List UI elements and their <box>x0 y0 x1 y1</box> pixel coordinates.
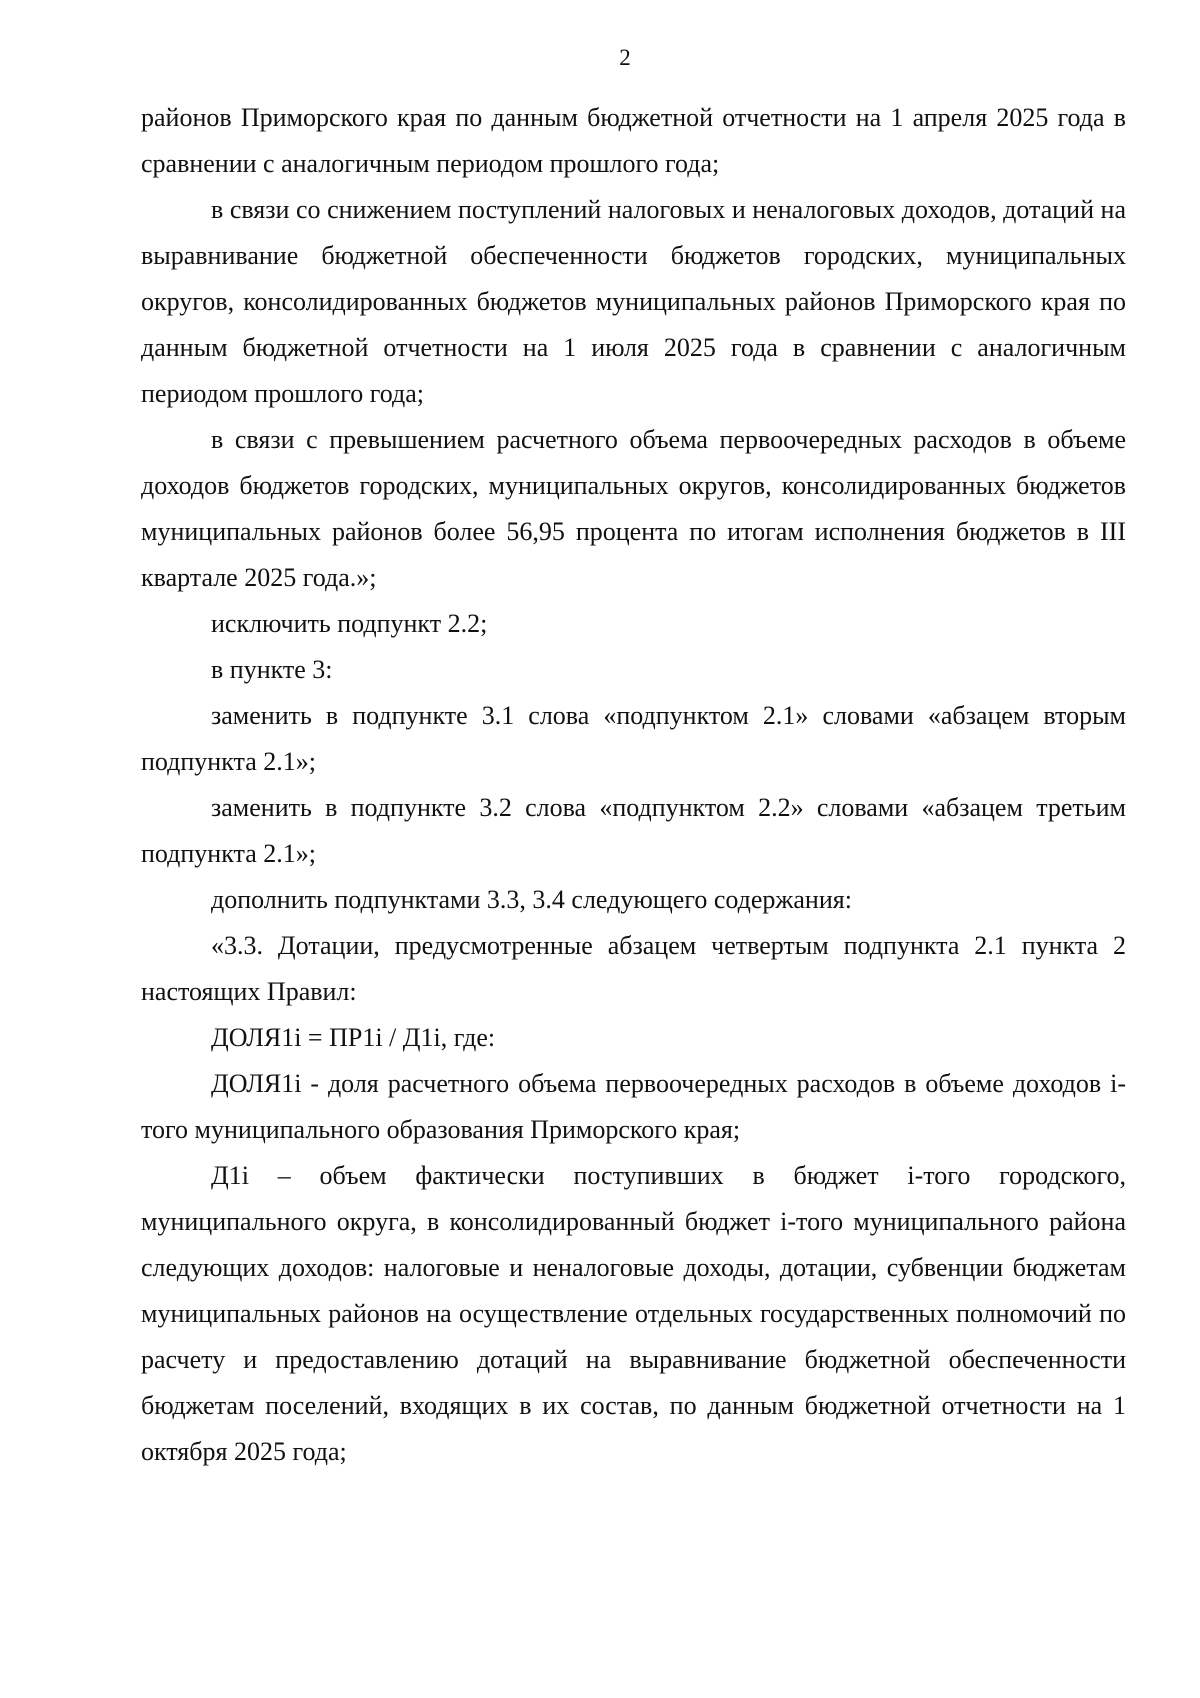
paragraph-1: районов Приморского края по данным бюджетной отчетности на 1 апреля 2025 года в сравнении с аналогичным периодом прошлого года; <box>141 103 1126 178</box>
paragraph-7: заменить в подпункте 3.2 слова «подпунктом 2.2» словами «абзацем третьим подпункта 2.1»; <box>141 793 1126 868</box>
paragraph-12: Д1i – объем фактически поступивших в бюджет i-того городского, муниципального округа, в консолидированный бюджет i-того муниципального района следующих доходов: налоговые и неналоговые доходы, дотации, субвенции бюджетам муниципальных районов на осуществление отдельных государственных полномочий по расчету и предоставлению дотаций на выравнивание бюджетной обеспеченности бюджетам поселений, входящих в их состав, по данным бюджетной отчетности на 1 октября 2025 года; <box>141 1161 1126 1466</box>
paragraph-6: заменить в подпункте 3.1 слова «подпунктом 2.1» словами «абзацем вторым подпункта 2.1»; <box>141 701 1126 776</box>
page-number: 2 <box>619 45 631 70</box>
paragraph-9: «3.3. Дотации, предусмотренные абзацем четвертым подпункта 2.1 пункта 2 настоящих Правил: <box>141 931 1126 1006</box>
paragraph-11: ДОЛЯ1i - доля расчетного объема первоочередных расходов в объеме доходов i-того муниципального образования Приморского края; <box>141 1069 1126 1144</box>
paragraph-8: дополнить подпунктами 3.3, 3.4 следующего содержания: <box>211 885 852 914</box>
formula-line: ДОЛЯ1i = ПР1i / Д1i, где: <box>211 1023 496 1052</box>
paragraph-5: в пункте 3: <box>211 655 333 684</box>
document-body <box>141 95 1126 1475</box>
paragraph-3: в связи с превышением расчетного объема первоочередных расходов в объеме доходов бюджетов городских, муниципальных округов, консолидированных бюджетов муниципальных районов более 56,95 процента по итогам исполнения бюджетов в III квартале 2025 года.»; <box>141 425 1126 592</box>
paragraph-2: в связи со снижением поступлений налоговых и неналоговых доходов, дотаций на выравнивание бюджетной обеспеченности бюджетов городских, муниципальных округов, консолидированных бюджетов муниципальных районов Приморского края по данным бюджетной отчетности на 1 июля 2025 года в сравнении с аналогичным периодом прошлого года; <box>141 195 1126 408</box>
paragraph-4: исключить подпункт 2.2; <box>211 609 488 638</box>
